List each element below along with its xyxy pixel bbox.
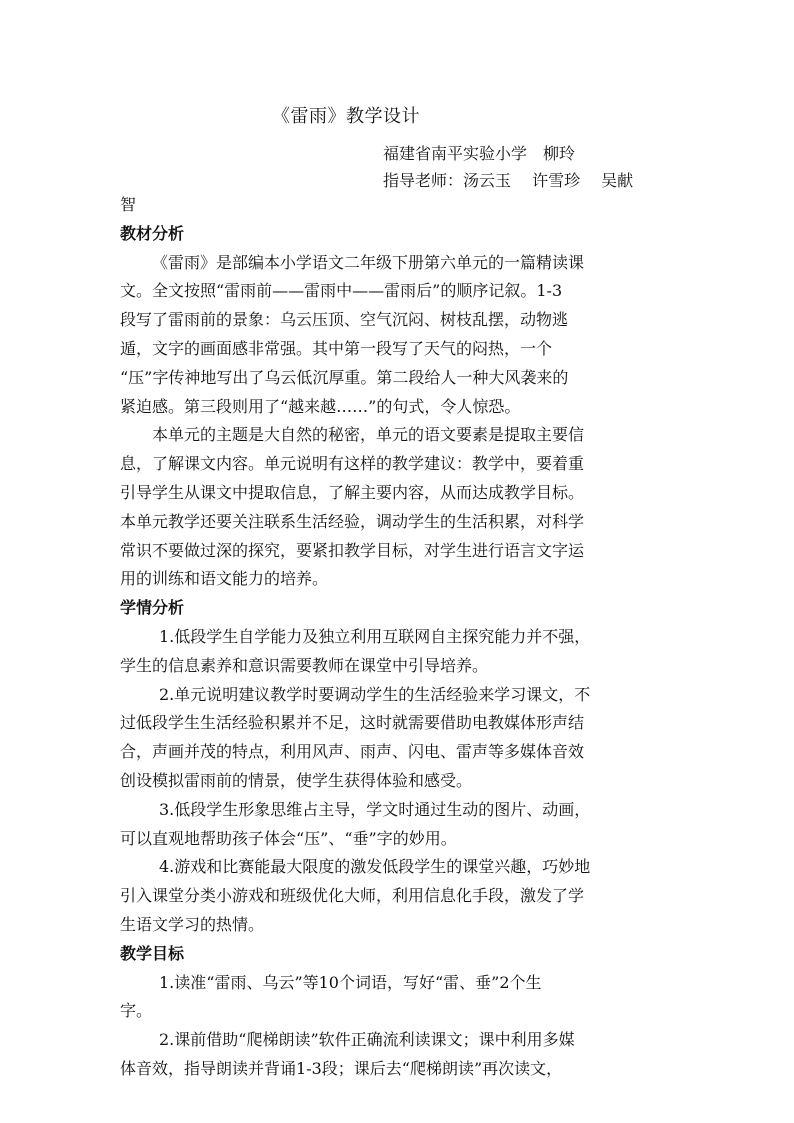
text-line: 紧迫感。第三段则用了“越来越……”的句式，令人惊恐。: [120, 396, 521, 416]
document-title: 《雷雨》教学设计: [272, 106, 420, 127]
text-line: 《雷雨》是部编本小学语文二年级下册第六单元的一篇精读课: [152, 252, 585, 272]
text-line: 4.游戏和比赛能最大限度的激发低段学生的课堂兴趣，巧妙地: [159, 857, 591, 877]
text-line: 遁，文字的画面感非常强。其中第一段写了天气的闷热，一个: [120, 338, 553, 358]
text-line: 2.单元说明建议教学时要调动学生的生活经验来学习课文，不: [159, 684, 591, 704]
text-line: 1.低段学生自学能力及独立利用互联网自主探究能力并不强，: [159, 626, 591, 646]
section-heading: 教学目标: [120, 943, 185, 963]
text-line: 息，了解课文内容。单元说明有这样的教学建议：教学中，要着重: [120, 454, 585, 474]
text-line: 学生的信息素养和意识需要教师在课堂中引导培养。: [120, 655, 489, 675]
text-line: 段写了雷雨前的景象：乌云压顶、空气沉闷、树枝乱摆，动物逃: [120, 310, 569, 330]
text-line: 本单元教学还要关注联系生活经验，调动学生的生活积累，对科学: [120, 511, 585, 531]
section-heading: 学情分析: [120, 598, 185, 618]
text-line: 1.读准“雷雨、乌云”等10个词语，写好“雷、垂”2个生: [159, 972, 542, 992]
text-line: 生语文学习的热情。: [120, 914, 265, 934]
text-line: 引导学生从课文中提取信息，了解主要内容，从而达成教学目标。: [120, 482, 585, 502]
text-line: 智: [120, 195, 137, 214]
text-line: 过低段学生生活经验积累并不足，这时就需要借助电教媒体形声结: [120, 713, 585, 733]
text-line: 体音效，指导朗读并背诵1-3段；课后去“爬梯朗读”再次读文，: [120, 1058, 563, 1078]
text-line: 合，声画并茂的特点，利用风声、雨声、闪电、雷声等多媒体音效: [120, 742, 585, 762]
text-line: 创设模拟雷雨前的情景，使学生获得体验和感受。: [120, 770, 473, 790]
text-line: 本单元的主题是大自然的秘密，单元的语文要素是提取主要信: [152, 425, 585, 445]
text-line: 字。: [120, 1001, 153, 1021]
author-line: 福建省南平实验小学 柳玲: [383, 144, 576, 163]
text-line: 用的训练和语文能力的培养。: [120, 569, 329, 589]
text-line: 引入课堂分类小游戏和班级优化大师，利用信息化手段，激发了学: [120, 886, 585, 906]
text-line: 3.低段学生形象思维占主导，学文时通过生动的图片、动画，: [159, 799, 591, 819]
text-line: “压”字传神地写出了乌云低沉厚重。第二段给人一种大风袭来的: [120, 367, 569, 387]
document-body: [120, 191, 680, 1084]
text-line: 文。全文按照“雷雨前——雷雨中——雷雨后”的顺序记叙。1-3: [120, 281, 563, 301]
text-line: 2.课前借助“爬梯朗读”软件正确流利读课文；课中利用多媒: [159, 1030, 575, 1050]
text-line: 可以直观地帮助孩子体会“压”、“垂”字的妙用。: [120, 828, 457, 848]
advisor-line: 指导老师：汤云玉 许雪珍 吴献: [383, 171, 634, 190]
section-heading: 教材分析: [120, 223, 185, 243]
text-line: 常识不要做过深的探究，要紧扣教学目标，对学生进行语言文字运: [120, 540, 585, 560]
